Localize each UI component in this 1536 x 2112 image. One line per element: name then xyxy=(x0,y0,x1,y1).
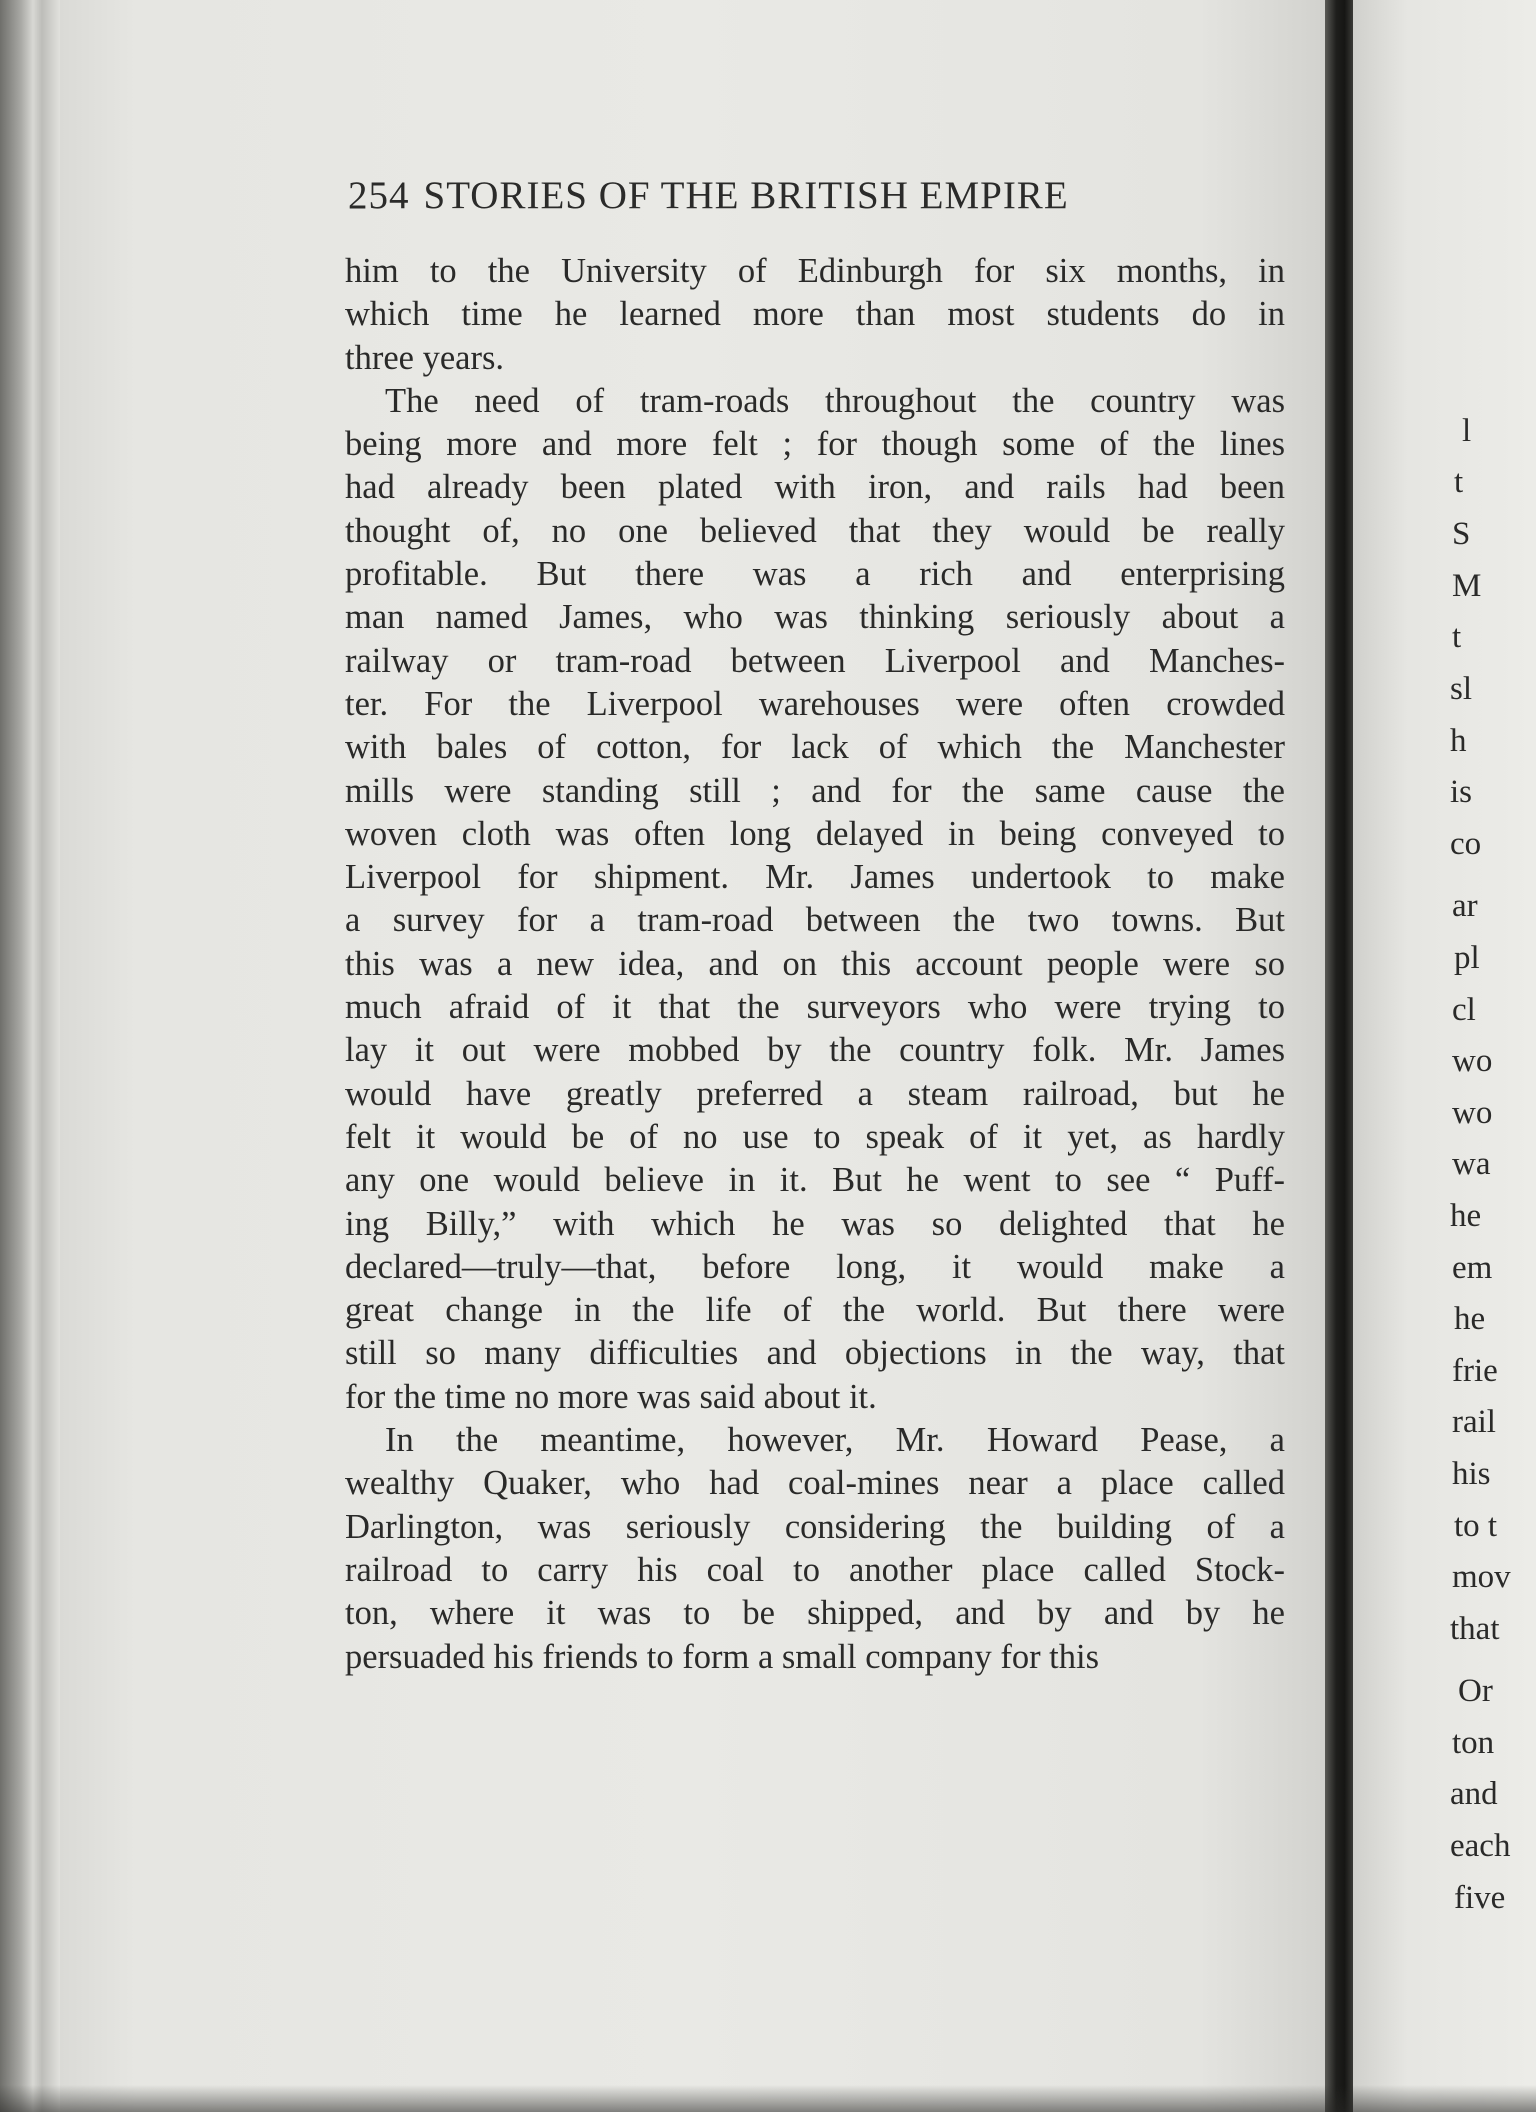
text-line: railway or tram-road between Liverpool and Manches- xyxy=(345,641,1285,680)
text-line: Darlington, was seriously considering the building of a xyxy=(345,1507,1285,1546)
facing-page-fragment: he xyxy=(1450,1198,1482,1234)
facing-page-fragment: S xyxy=(1452,516,1471,552)
text-line: which time he learned more than most students do in xyxy=(345,295,1285,334)
facing-page-fragment: t xyxy=(1452,619,1462,655)
text-line: with bales of cotton, for lack of which the Manchester xyxy=(345,728,1285,767)
facing-page-fragment: t xyxy=(1454,464,1464,500)
text-line: felt it would be of no use to speak of it yet, as hardly xyxy=(345,1117,1285,1156)
facing-page-fragment: each xyxy=(1450,1828,1511,1864)
facing-page-fragment: pl xyxy=(1454,940,1480,976)
text-line: any one would believe in it. But he went to see “ Puff- xyxy=(345,1161,1285,1200)
facing-page-fragment: and xyxy=(1450,1776,1498,1812)
facing-page-fragment: cl xyxy=(1452,992,1476,1028)
text-line: three years. xyxy=(345,338,504,377)
facing-page-fragment: wo xyxy=(1452,1043,1493,1079)
book-page-edges xyxy=(0,0,60,2112)
facing-page-fragment: that xyxy=(1450,1611,1500,1647)
facing-page-fragment: wa xyxy=(1452,1146,1491,1182)
text-line: man named James, who was thinking seriously about a xyxy=(345,598,1285,637)
facing-page-fragment: Or xyxy=(1458,1673,1493,1709)
facing-page-fragment: sl xyxy=(1450,671,1473,707)
body-text xyxy=(345,250,1285,1679)
text-line: still so many difficulties and objections in the way, that xyxy=(345,1334,1285,1373)
facing-page-fragment: is xyxy=(1450,774,1473,810)
facing-page-fragment: frie xyxy=(1452,1353,1498,1389)
text-line: ing Billy,” with which he was so delighted that he xyxy=(345,1204,1285,1243)
text-line: a survey for a tram-road between the two towns. But xyxy=(345,901,1285,940)
text-line: railroad to carry his coal to another place called Stock- xyxy=(345,1550,1285,1589)
text-line: wealthy Quaker, who had coal-mines near a place called xyxy=(345,1464,1285,1503)
text-line: woven cloth was often long delayed in being conveyed to xyxy=(345,814,1285,853)
facing-page-fragment: co xyxy=(1450,826,1482,862)
facing-page-fragment: h xyxy=(1450,723,1467,759)
book-gutter xyxy=(1325,0,1353,2112)
text-line: Liverpool for shipment. Mr. James undertook to make xyxy=(345,858,1285,897)
facing-page-fragment: mov xyxy=(1452,1559,1511,1595)
facing-page-fragment: his xyxy=(1452,1456,1491,1492)
text-line: great change in the life of the world. But there were xyxy=(345,1291,1285,1330)
text-line: declared—truly—that, before long, it would make a xyxy=(345,1247,1285,1286)
text-line: had already been plated with iron, and rails had been xyxy=(345,468,1285,507)
facing-page-fragment: ar xyxy=(1452,888,1478,924)
page-number: 254 xyxy=(348,174,410,217)
facing-page-fragment: wo xyxy=(1452,1095,1493,1131)
facing-page-fragment: ton xyxy=(1452,1725,1495,1761)
scan-bottom-shadow xyxy=(0,2085,1536,2112)
text-line: being more and more felt ; for though some of the lines xyxy=(345,425,1285,464)
text-line: thought of, no one believed that they would be really xyxy=(345,511,1285,550)
text-line: much afraid of it that the surveyors who were trying to xyxy=(345,988,1285,1027)
facing-page-fragment: l xyxy=(1462,413,1472,449)
facing-page-fragment: rail xyxy=(1452,1404,1496,1440)
text-line: ton, where it was to be shipped, and by and by he xyxy=(345,1594,1285,1633)
text-line: mills were standing still ; and for the same cause the xyxy=(345,771,1285,810)
text-line: him to the University of Edinburgh for six months, in xyxy=(345,252,1285,290)
text-line: The need of tram-roads throughout the country was xyxy=(385,381,1285,420)
facing-page-fragment: he xyxy=(1454,1301,1486,1337)
text-line: persuaded his friends to form a small company for this xyxy=(345,1637,1100,1676)
facing-page-fragment: five xyxy=(1454,1880,1506,1916)
text-line: would have greatly preferred a steam railroad, but he xyxy=(345,1074,1285,1113)
text-line: ter. For the Liverpool warehouses were often crowded xyxy=(345,684,1285,723)
text-line: this was a new idea, and on this account people were so xyxy=(345,944,1285,983)
facing-page-fragment: to t xyxy=(1454,1508,1498,1544)
text-line: profitable. But there was a rich and enterprising xyxy=(345,555,1285,594)
text-line: In the meantime, however, Mr. Howard Pease, a xyxy=(385,1421,1285,1460)
facing-page-fragment: M xyxy=(1452,568,1482,604)
text-line: lay it out were mobbed by the country folk. Mr. James xyxy=(345,1031,1285,1070)
running-title: STORIES OF THE BRITISH EMPIRE xyxy=(423,174,1069,217)
text-line: for the time no more was said about it. xyxy=(345,1377,877,1416)
facing-page-fragment: em xyxy=(1452,1250,1493,1286)
facing-page-text-fragments xyxy=(1450,0,1536,2112)
running-head xyxy=(348,173,1208,218)
